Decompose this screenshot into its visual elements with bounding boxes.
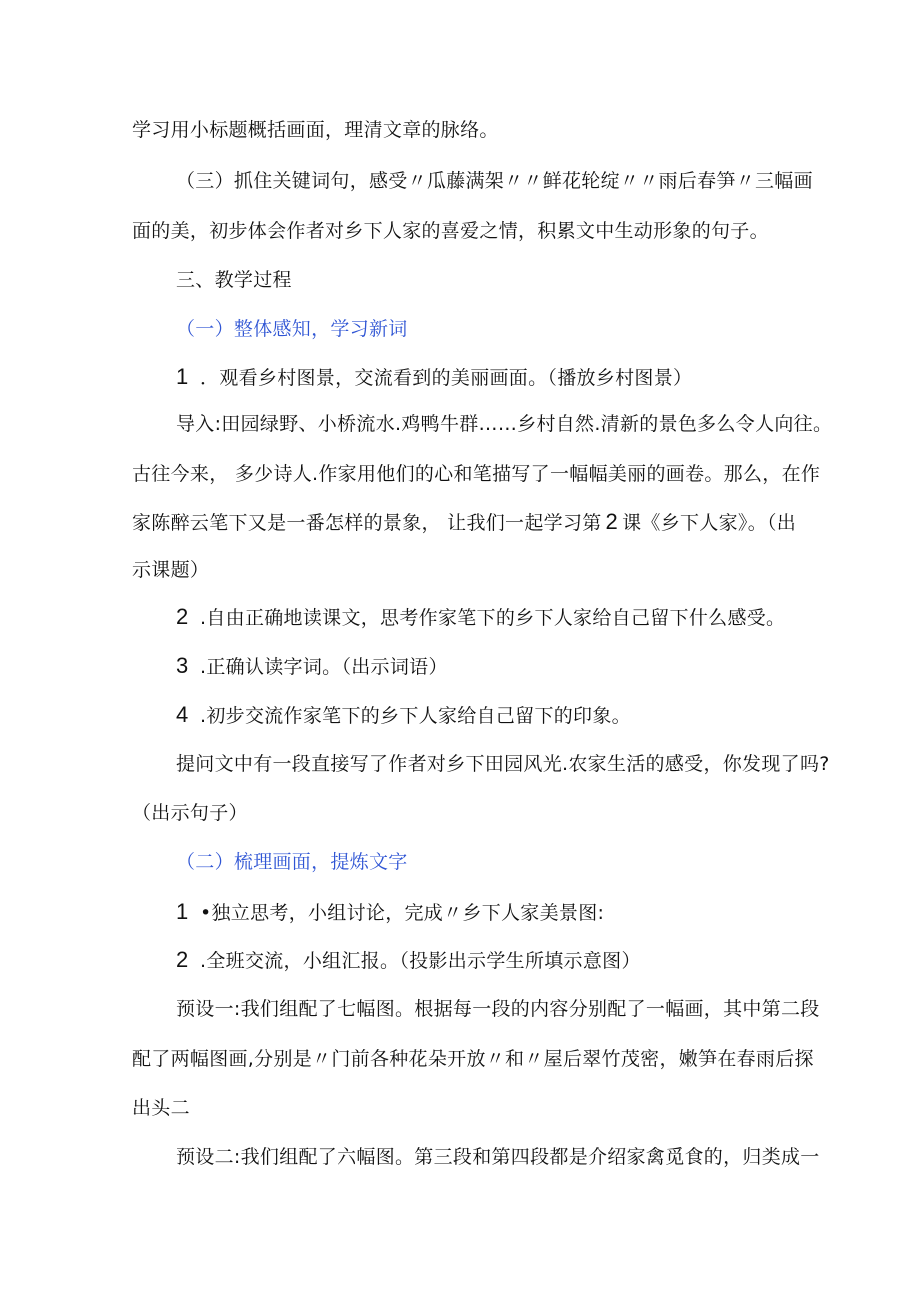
item-text: •独立思考，小组讨论，完成〃乡下人家美景图: xyxy=(200,902,605,924)
paragraph-line: 预设二:我们组配了六幅图。第三段和第四段都是介绍家禽觅食的，归类成一 xyxy=(176,1146,820,1168)
item-number: 4 xyxy=(176,702,189,727)
list-item xyxy=(176,603,856,632)
list-item xyxy=(176,898,856,927)
lesson-number: 2 xyxy=(605,509,619,534)
item-number: 2 xyxy=(176,947,189,972)
paragraph-line: 预设一:我们组配了七幅图。根据每一段的内容分别配了一幅画，其中第二段 xyxy=(176,998,820,1020)
item-text: .正确认读字词。（出示词语） xyxy=(200,656,448,678)
paragraph-line: 示课题） xyxy=(132,559,210,581)
item-text: ．观看乡村图景，交流看到的美丽画面。（播放乡村图景） xyxy=(200,367,693,389)
paragraph-line: 古往今来， 多少诗人.作家用他们的心和笔描写了一幅幅美丽的画卷。那么，在作 xyxy=(132,463,821,485)
subsection-heading: （二）梳理画面，提炼文字 xyxy=(176,851,408,873)
item-number: 2 xyxy=(176,604,189,629)
paragraph-line: 配了两幅图画,分别是〃门前各种花朵开放〃和〃屋后翠竹茂密，嫩笋在春雨后探 xyxy=(132,1048,814,1070)
list-item xyxy=(176,652,856,681)
paragraph-line: （三）抓住关键词句，感受〃瓜藤满架〃〃鲜花轮绽〃〃雨后春笋〃三幅画 xyxy=(176,170,813,192)
paragraph-line xyxy=(132,508,812,537)
paragraph-line: 面的美，初步体会作者对乡下人家的喜爱之情，积累文中生动形象的句子。 xyxy=(132,220,769,242)
item-number: 1 xyxy=(176,364,189,389)
subsection-heading: （一）整体感知，学习新词 xyxy=(176,318,408,340)
item-text: .全班交流，小组汇报。（投影出示学生所填示意图） xyxy=(200,950,641,972)
list-item xyxy=(176,363,856,392)
item-text: .自由正确地读课文，思考作家笔下的乡下人家给自己留下什么感受。 xyxy=(200,607,786,629)
line-text: 课《乡下人家》。（出 xyxy=(622,512,797,534)
line-text: 家陈醉云笔下又是一番怎样的景象， 让我们一起学习第 xyxy=(132,512,602,534)
paragraph-line: 学习用小标题概括画面，理清文章的脉络。 xyxy=(132,119,499,141)
list-item xyxy=(176,701,856,730)
list-item xyxy=(176,946,856,975)
paragraph-line: 提问文中有一段直接写了作者对乡下田园风光.农家生活的感受，你发现了吗? xyxy=(176,753,830,775)
paragraph-line: 出头二 xyxy=(132,1097,190,1119)
paragraph-line: 导入:田园绿野、小桥流水.鸡鸭牛群……乡村自然.清新的景色多么令人向往。 xyxy=(176,413,833,435)
section-heading: 三、教学过程 xyxy=(176,269,292,291)
item-number: 3 xyxy=(176,653,189,678)
paragraph-line: （出示句子） xyxy=(132,802,248,824)
item-number: 1 xyxy=(176,899,189,924)
item-text: .初步交流作家笔下的乡下人家给自己留下的印象。 xyxy=(200,705,631,727)
